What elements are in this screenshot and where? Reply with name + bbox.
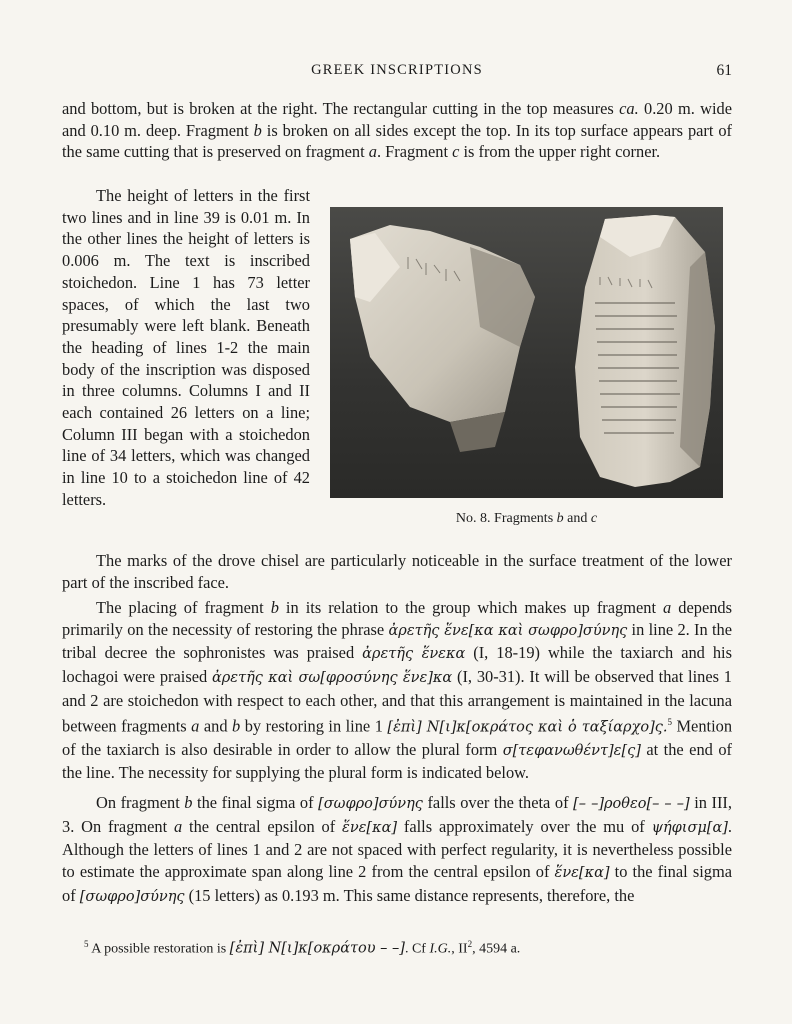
page-number: 61 [716, 62, 732, 79]
stone-fragments-photo [330, 207, 723, 498]
text-run: in line 2. In the tribal decree the sophronistes was praised [62, 619, 732, 663]
greek-text: [σωφρο]σύνης [79, 888, 185, 905]
text-run: the central epsilon of [182, 816, 343, 836]
text-run: to the final sigma of [62, 862, 732, 905]
greek-text: ἀρετῆς καὶ σω[φροσύνης ἕνε]κα [211, 670, 453, 687]
text-run: (I, 18-19) while the taxiarch and his lochagoi were praised [62, 643, 732, 687]
text-run: falls over the theta of [422, 793, 574, 812]
superscript: 2 [467, 939, 473, 949]
text-run: ca. [619, 99, 639, 118]
text-run: , 4594 a. [472, 941, 521, 957]
text-run: in III, 3. On fragment [62, 793, 732, 836]
paragraph-fragment-b [62, 792, 732, 909]
text-run: a [663, 598, 672, 617]
paragraph-placing-fragment [62, 597, 732, 784]
footnote-ref[interactable]: 5 [667, 716, 672, 727]
text-run: I.G. [429, 941, 452, 957]
photograph-fragments [330, 207, 723, 498]
text-run: and [199, 715, 233, 735]
greek-text: ἀρετῆς ἕνε[κα καὶ σωφρο]σύνης [388, 622, 628, 639]
greek-text: ἕνε[κα] [342, 819, 398, 836]
text-run: (I, 30-31). It will be observed that lines 1 and 2 are stoichedon with respect to each other, and that this arrangement is maintained in the lacuna between fragments [62, 667, 732, 735]
text-run: . Cf [404, 941, 430, 957]
text-run: b [270, 598, 279, 617]
text-run: and bottom, but is broken at the right. The rectangular cutting in the top measures [62, 99, 614, 118]
text-run: (15 letters) as 0.193 m. This same distance represents, therefore, the [184, 885, 635, 905]
greek-text: ἀρετῆς ἕνεκα [362, 646, 466, 663]
greek-text: ψήφισμ[α] [651, 819, 728, 836]
text-run: a [368, 142, 377, 162]
text-run: in its relation to the group which makes up fragment [278, 598, 664, 617]
greek-text: [σωφρο]σύνης [318, 796, 423, 812]
text-run: at the end of the line. The necessity for supplying the plural form is indicated below. [62, 739, 732, 783]
text-run: Mention of the taxiarch is also desirable in order to allow the plural form [62, 715, 733, 759]
text-run: The height of letters in the first two lines and in line 39 is 0.01 m. In the other lines the height of letters is 0.006 m. The text is inscribed stoichedon. Line 1 has 73 letter spaces, of which the last two presumably were left blank. Beneath the heading of lines 1-2 the main body of the inscription was disposed in three columns. Columns I and II each contained 26 letters on a line; Column III began with a stoichedon line of 34 letters, which was changed in line 10 to a stoichedon line of 42 letters. [62, 186, 310, 509]
text-run: No. 8. Fragments [455, 511, 557, 526]
text-run: c [452, 142, 460, 162]
greek-text: ἕνε[κα] [554, 865, 610, 882]
footnote-number: 5 [84, 939, 89, 949]
text-run: The marks of the drove chisel are particularly noticeable in the surface treatment of the lower part of the inscribed face. [62, 551, 732, 592]
text-run: falls approximately over the mu of [397, 816, 652, 836]
text-run: is from the upper right corner. [459, 142, 661, 162]
text-run: 0.20 m. wide and 0.10 m. deep. Fragment [62, 99, 732, 140]
running-title: GREEK INSCRIPTIONS [311, 62, 483, 78]
text-run: a [191, 715, 200, 735]
page-header [62, 62, 732, 84]
text-run: depends primarily on the necessity of restoring the phrase [62, 598, 732, 639]
text-run: is broken on all sides except the top. In its top surface appears part of the same cutting that is preserved on fragment [62, 120, 733, 162]
text-run: the final sigma of [192, 793, 319, 812]
text-run: b [232, 715, 241, 735]
text-run: b [253, 120, 262, 140]
greek-text: [– –]ροθεο[– – –] [573, 796, 690, 812]
text-run: b [556, 511, 564, 526]
greek-text: [ἐπὶ] Ν[ι]κ[οκράτου – –] [229, 940, 405, 957]
text-run: . Fragment [376, 142, 453, 162]
figure-caption [330, 511, 723, 527]
greek-text: [ἐπὶ] Ν[ι]κ[οκράτος καὶ ὁ ταξίαρχο]ς. [387, 718, 668, 735]
footnote [84, 939, 724, 958]
text-run: b [184, 793, 193, 812]
text-run: . Although the letters of lines 1 and 2 are not spaced with perfect regularity, it is nevertheless possible to estimate the approximate span along line 2 from the central epsilon of [62, 816, 733, 882]
text-run: A possible restoration is [88, 941, 230, 957]
paragraph-letter-height [62, 185, 310, 511]
greek-text: σ[τεφανωθέντ]ε[ς] [502, 742, 641, 759]
paragraph-chisel-marks [62, 550, 732, 593]
text-run: The placing of fragment [96, 598, 271, 617]
text-run: a [174, 816, 183, 836]
text-run: , II [451, 941, 468, 957]
text-run: On fragment [96, 793, 185, 812]
paragraph-fragment-description [62, 98, 732, 163]
text-run: c [590, 511, 598, 526]
text-run: by restoring in line 1 [240, 715, 388, 735]
text-run: and [563, 511, 591, 526]
